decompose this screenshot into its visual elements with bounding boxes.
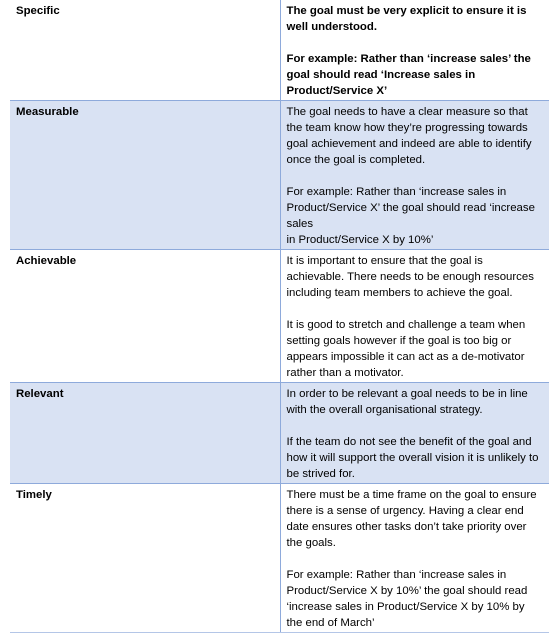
term-cell: Timely [10, 484, 280, 633]
description-text: The goal must be very explicit to ensure it is well understood. [286, 5, 530, 33]
example-text: It is good to stretch and challenge a team when setting goals however if the goal is too big or appears impossible it can act as a de-motivator rather than a motivator. [286, 319, 529, 379]
description-cell [280, 484, 549, 633]
example-text: If the team do not see the benefit of the goal and how it will support the overall vision it is unlikely to be strived for. [286, 436, 542, 480]
term-cell: Achievable [10, 250, 280, 383]
description-cell [280, 383, 549, 484]
description-text: It is important to ensure that the goal is achievable. There needs to be enough resources including team members to achieve the goal. [286, 255, 538, 299]
table-row-relevant [10, 383, 549, 484]
description-text: In order to be relevant a goal needs to be in line with the overall organisational strategy. [286, 388, 531, 416]
example-text: For example: Rather than ‘increase sales’ the goal should read ‘Increase sales in Product/Service X’ [286, 53, 535, 97]
smart-goals-table [10, 0, 549, 633]
table-row-timely [10, 484, 549, 633]
term-cell: Specific [10, 0, 280, 101]
term-cell: Measurable [10, 101, 280, 250]
term-cell: Relevant [10, 383, 280, 484]
description-cell [280, 250, 549, 383]
description-text: There must be a time frame on the goal to ensure there is a sense of urgency. Having a clear end date ensures other tasks don’t take priority over the goals. [286, 489, 540, 549]
description-cell [280, 0, 549, 101]
table-row-achievable [10, 250, 549, 383]
example-text: For example: Rather than ‘increase sales in Product/Service X by 10%’ the goal should read ‘increase sales in Product/Service X by 10% by the end of March’ [286, 569, 531, 629]
table-row-specific [10, 0, 549, 101]
example-text: For example: Rather than ‘increase sales in Product/Service X’ the goal should read ‘increase sales in Product/Service X by 10%’ [286, 186, 535, 246]
description-cell [280, 101, 549, 250]
description-text: The goal needs to have a clear measure so that the team know how they’re progressing towards goal achievement and indeed are able to identify once the goal is completed. [286, 106, 535, 166]
table-row-measurable [10, 101, 549, 250]
